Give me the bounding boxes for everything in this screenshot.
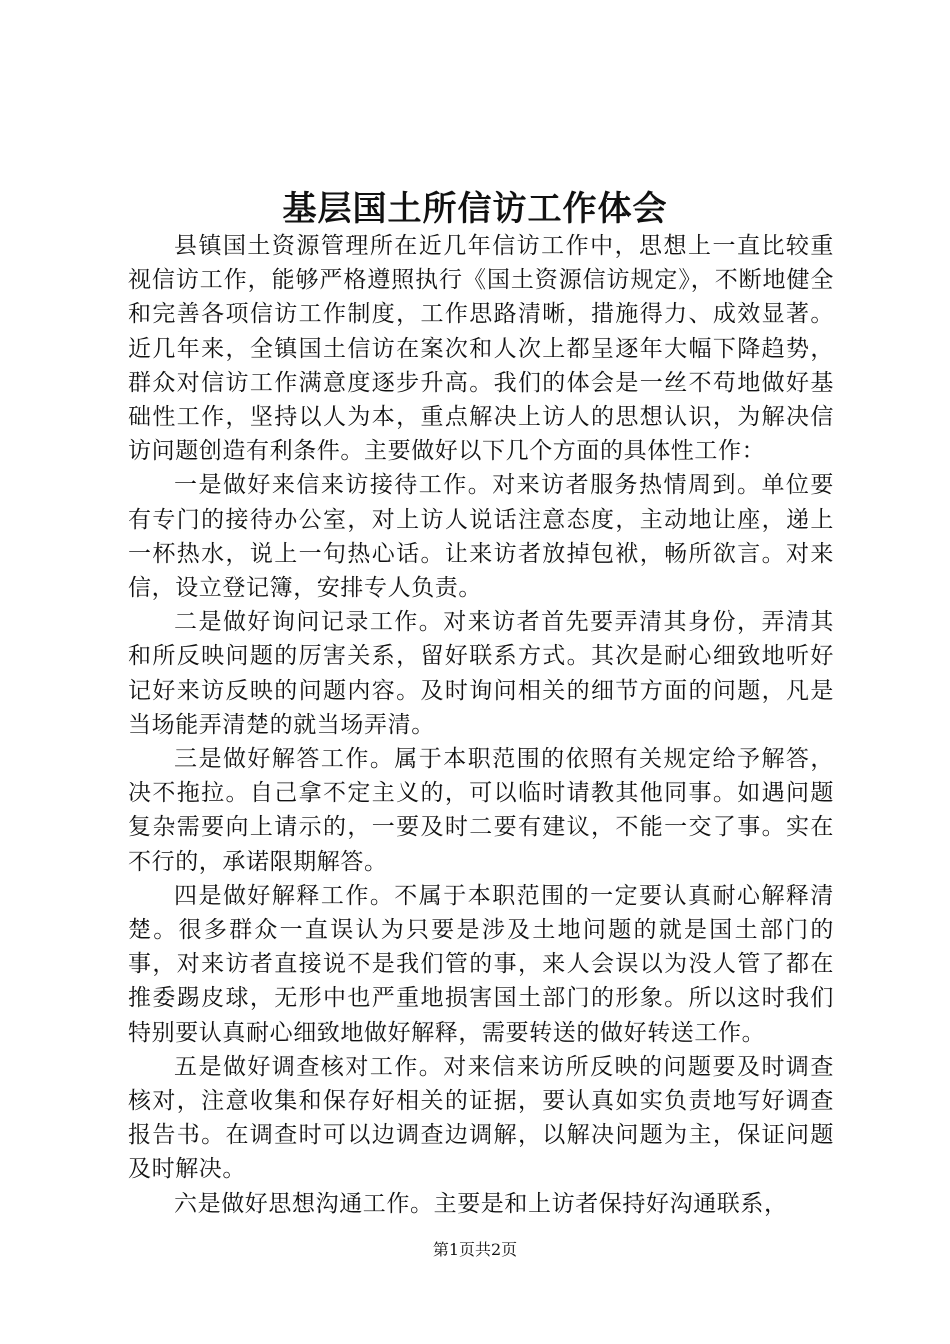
paragraph-6: 六是做好思想沟通工作。主要是和上访者保持好沟通联系， [174,1190,788,1217]
paragraph-2: 二是做好询问记录工作。对来访者首先要弄清其身份，弄清其和所反映问题的厉害关系，留好联系方式。其次是耐心细致地听好记好来访反映的问题内容。及时询问相关的细节方面的问题，凡是当场能弄清楚的就当场弄清。 [128,609,834,738]
paragraph-3: 三是做好解答工作。属于本职范围的依照有关规定给予解答，决不拖拉。自己拿不定主义的，可以临时请教其他同事。如遇问题复杂需要向上请示的，一要及时二要有建议，不能一交了事。实在不行的，承诺限期解答。 [128,746,834,875]
paragraph-intro: 县镇国土资源管理所在近几年信访工作中，思想上一直比较重视信访工作，能够严格遵照执行《国土资源信访规定》，不断地健全和完善各项信访工作制度，工作思路清晰，措施得力、成效显著。近几年来，全镇国土信访在案次和人次上都呈逐年大幅下降趋势，群众对信访工作满意度逐步升高。我们的体会是一丝不苟地做好基础性工作，坚持以人为本，重点解决上访人的思想认识，为解决信访问题创造有利条件。主要做好以下几个方面的具体性工作： [128,233,834,465]
document-title: 基层国土所信访工作体会 [282,189,668,229]
page-footer [0,1240,950,1260]
paragraph-1: 一是做好来信来访接待工作。对来访者服务热情周到。单位要有专门的接待办公室，对上访人说话注意态度，主动地让座，递上一杯热水，说上一句热心话。让来访者放掉包袱，畅所欲言。对来信，设立登记簿，安排专人负责。 [128,472,834,602]
document-body [128,229,834,1221]
page-total: 共2页 [475,1240,518,1259]
paragraph-4: 四是做好解释工作。不属于本职范围的一定要认真耐心解释清楚。很多群众一直误认为只要是涉及土地问题的就是国土部门的事，对来访者直接说不是我们管的事，来人会误以为没人管了都在推委踢皮球，无形中也严重地损害国土部门的形象。所以这时我们特别要认真耐心细致地做好解释，需要转送的做好转送工作。 [128,882,834,1046]
page-number: 第1页 [432,1240,475,1259]
paragraph-5: 五是做好调查核对工作。对来信来访所反映的问题要及时调查核对，注意收集和保存好相关的证据，要认真如实负责地写好调查报告书。在调查时可以边调查边调解，以解决问题为主，保证问题及时解决。 [128,1053,834,1183]
